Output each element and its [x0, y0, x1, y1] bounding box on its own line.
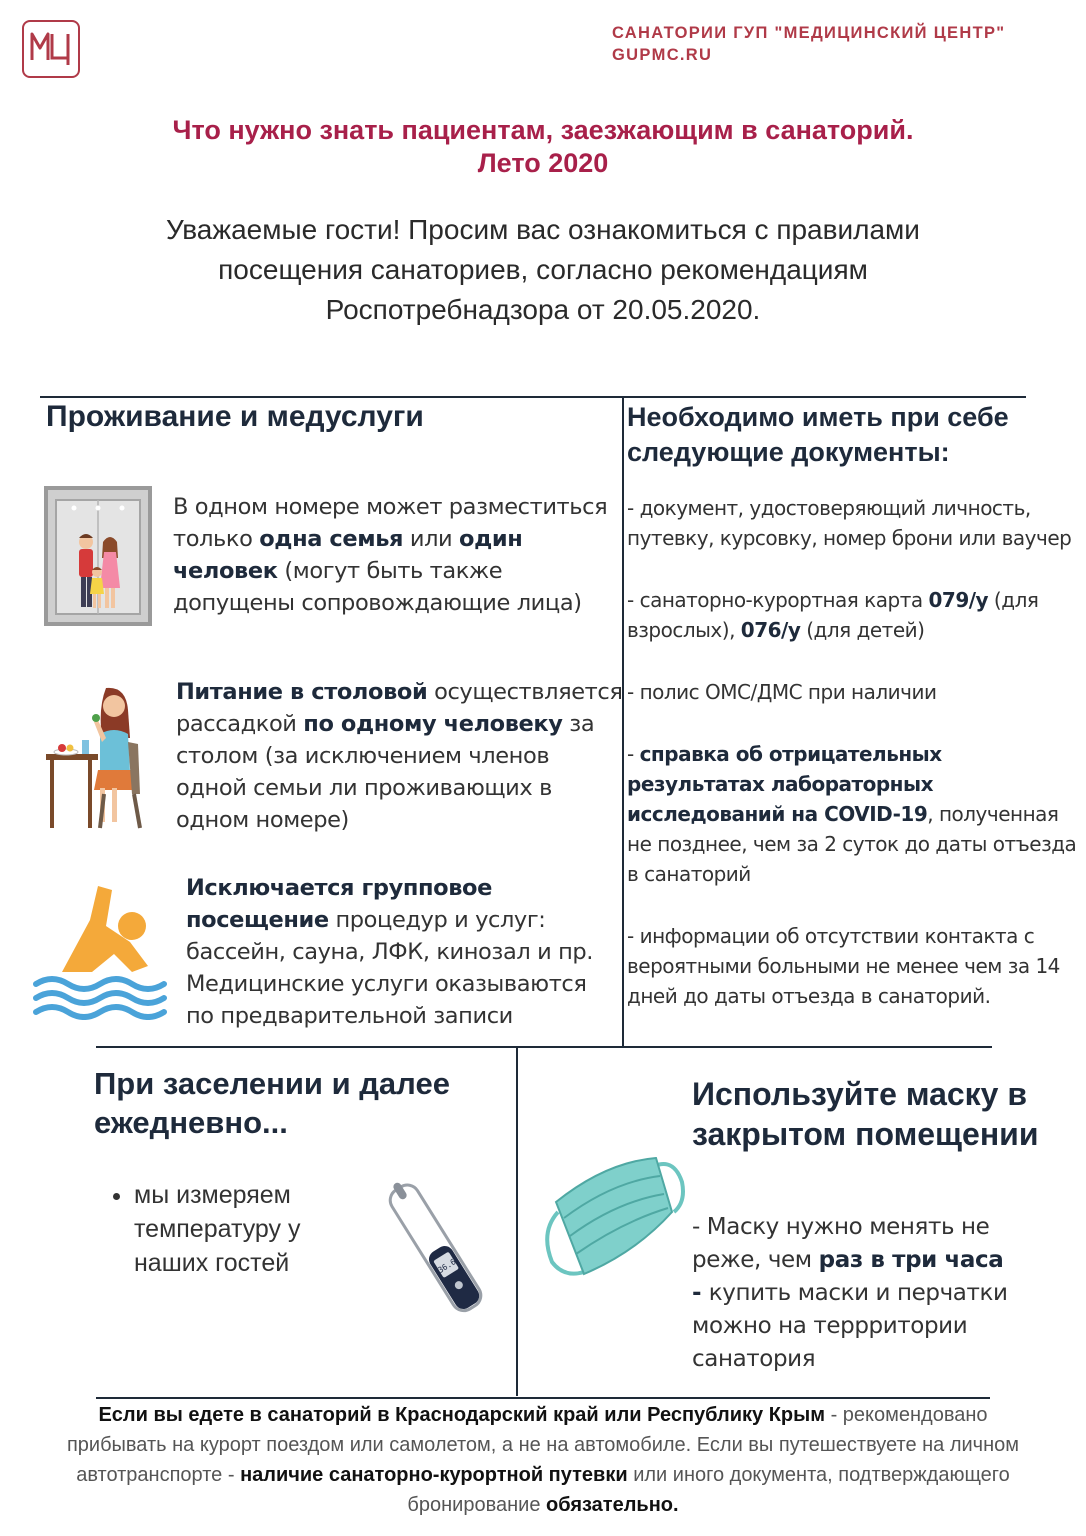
face-mask-icon	[536, 1142, 686, 1292]
title-line-1: Что нужно знать пациентам, заезжающим в санаторий.	[172, 115, 914, 145]
room-text-2: или	[403, 526, 460, 552]
mask-line-2	[692, 1277, 1052, 1376]
intro-line-1: Уважаемые гости! Просим вас ознакомиться с правилами	[166, 214, 920, 245]
org-site[interactable]: GUPMC.RU	[612, 46, 713, 64]
doc-item-3: - полис ОМС/ДМС при наличии	[627, 680, 937, 704]
group-rule-text	[186, 872, 616, 1032]
food-text-1: осуществляется рассадкой	[176, 679, 623, 737]
thermometer-display: 36.6	[436, 1257, 458, 1276]
checkin-heading: При заселении и далее ежедневно...	[94, 1066, 450, 1140]
mask-rule-text	[692, 1211, 1052, 1376]
mask-text-1: - Маску нужно менять не реже, чем	[692, 1214, 990, 1273]
doc-item-2	[627, 585, 1077, 645]
group-text-1: процедур и услуг: бассейн, сауна, ЛФК, кинозал и пр. Медицинские услуги оказываются по предварительной записи	[186, 907, 594, 1029]
documents-list	[627, 493, 1077, 1043]
room-text-1: В одном номере может разместиться только	[173, 494, 608, 552]
footer-bold-2: наличие санаторно-курортной путевки	[240, 1464, 628, 1486]
logo-mark-icon	[24, 22, 77, 75]
doc-item-2-text-1: - санаторно-курортная карта	[627, 588, 929, 612]
page-title	[0, 114, 1086, 180]
food-bold-1: Питание в столовой	[176, 679, 428, 705]
list-item: • мы измеряем температуру у наших гостей	[134, 1178, 350, 1280]
thermometer-icon	[370, 1174, 500, 1320]
food-rule-text	[176, 676, 624, 836]
doc-item-4-text-1: -	[627, 742, 640, 766]
checkin-list	[110, 1178, 350, 1280]
food-text-2: за столом (за исключением членов одной семьи ли проживающих в одном номере)	[176, 711, 595, 833]
doc-item-1: - документ, удостоверяющий личность, путевку, курсовку, номер брони или ваучер	[627, 496, 1072, 550]
doc-item-5: - информации об отсутствии контакта с вероятными больными не менее чем за 14 дней до даты отъезда в санаторий.	[627, 924, 1060, 1008]
org-name: САНАТОРИИ ГУП "МЕДИЦИНСКИЙ ЦЕНТР"	[612, 24, 1006, 42]
swimmer-icon	[32, 880, 168, 1020]
title-line-2: Лето 2020	[477, 148, 609, 178]
intro-line-2: посещения санаториев, согласно рекомендациям	[218, 254, 868, 285]
room-bold-2: один человек	[173, 526, 523, 584]
mask-bold-2: -	[692, 1280, 709, 1306]
doc-item-4-bold-1: справка об отрицательных результатах лабораторных исследований на COVID-19	[627, 742, 942, 826]
intro-line-3: Роспотребнадзора от 20.05.2020.	[325, 294, 761, 325]
dining-woman-icon	[44, 682, 144, 832]
org-block	[612, 22, 1005, 66]
footer-bold-3: обязательно.	[546, 1494, 679, 1516]
mask-heading: Используйте маску в закрытом помещении	[692, 1076, 1039, 1152]
living-heading: Проживание и медуслуги	[46, 400, 424, 433]
logo	[22, 20, 80, 78]
intro-text	[100, 210, 986, 330]
footer-note	[60, 1400, 1026, 1520]
room-rule-text	[173, 491, 618, 619]
footer-text-2: или иного документа, подтверждающего бронирование	[407, 1464, 1010, 1516]
footer-text-1: - рекомендовано прибывать на курорт поездом или самолетом, а не на автомобиле. Если вы путешествуете на личном автотранспорте -	[66, 1404, 1020, 1486]
food-bold-2: по одному человеку	[303, 711, 563, 737]
doc-item-2-text-3: (для детей)	[800, 618, 925, 642]
footer-divider	[96, 1397, 990, 1399]
doc-item-2-bold-2: 076/у	[740, 618, 801, 642]
mask-bold-1: раз в три часа	[818, 1247, 1004, 1273]
room-text-3: (могут быть также допущены сопровождающие лица)	[173, 558, 582, 616]
bottom-column-divider	[516, 1046, 518, 1396]
room-bold-1: одна семья	[259, 526, 404, 552]
doc-item-2-bold-1: 079/у	[928, 588, 989, 612]
doc-item-2-text-2: (для взрослых),	[627, 588, 1039, 642]
footer-bold-1: Если вы едете в санаторий в Краснодарский край или Республику Крым	[98, 1404, 826, 1426]
mask-text-2: купить маски и перчатки можно на террритории санатория	[692, 1280, 1008, 1372]
mask-line-1	[692, 1211, 1052, 1277]
middle-divider	[96, 1046, 992, 1048]
doc-item-4-text-2: , полученная не позднее, чем за 2 суток до даты отъезда в санаторий	[627, 802, 1077, 886]
doc-item-4	[627, 739, 1077, 889]
documents-heading: Необходимо иметь при себе следующие документы:	[627, 402, 1009, 467]
group-bold-1: Исключается групповое посещение	[186, 875, 492, 933]
elevator-family-icon	[44, 486, 152, 626]
